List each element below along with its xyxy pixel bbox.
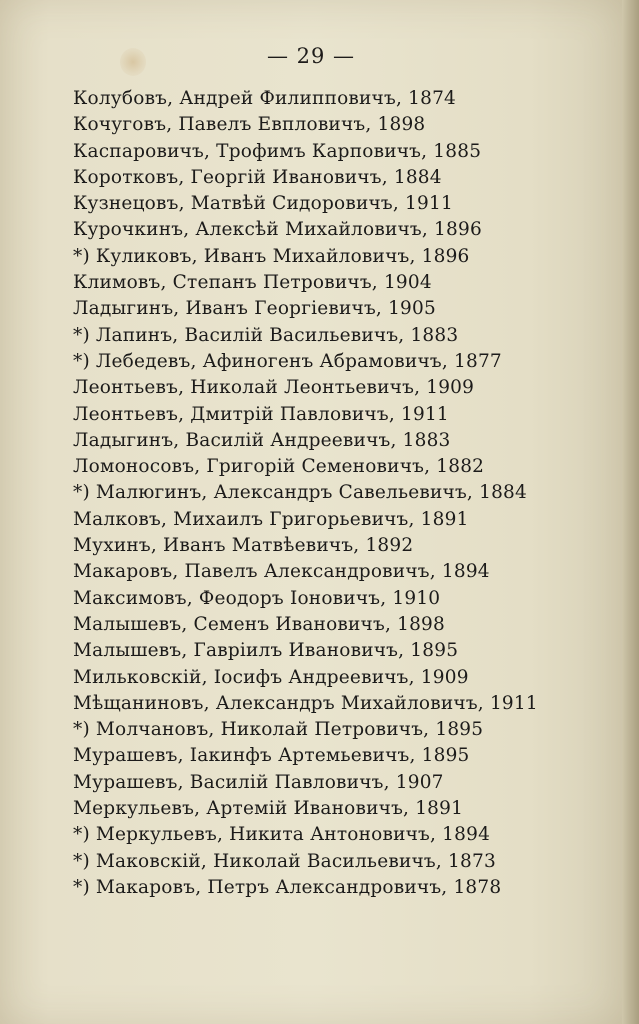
list-item — [73, 507, 538, 533]
list-item — [73, 217, 538, 243]
footnote-marker: *) — [73, 350, 90, 372]
footnote-marker: *) — [73, 482, 90, 504]
entry-text: Ладыгинъ, Василій Андреевичъ, 1883 — [73, 429, 451, 451]
page-edge — [622, 0, 639, 1024]
entry-text: Мѣщаниновъ, Александръ Михайловичъ, 1911 — [73, 692, 538, 714]
list-item — [73, 480, 538, 506]
list-item — [73, 691, 538, 717]
footnote-marker: *) — [73, 850, 90, 872]
entry-text: Малковъ, Михаилъ Григорьевичъ, 1891 — [73, 508, 469, 530]
list-item — [73, 139, 538, 165]
entry-text: Леонтьевъ, Николай Леонтьевичъ, 1909 — [73, 377, 475, 399]
list-item — [73, 638, 538, 664]
entry-text: Куликовъ, Иванъ Михайловичъ, 1896 — [95, 245, 470, 267]
entry-text: Маковскій, Николай Васильевичъ, 1873 — [95, 850, 496, 872]
entry-text: Лапинъ, Василій Васильевичъ, 1883 — [95, 324, 459, 346]
entry-text: Малышевъ, Семенъ Ивановичъ, 1898 — [73, 613, 446, 635]
list-item — [73, 717, 538, 743]
entry-text: Мильковскій, Іосифъ Андреевичъ, 1909 — [73, 666, 469, 688]
list-item — [73, 375, 538, 401]
list-item — [73, 665, 538, 691]
list-item — [73, 612, 538, 638]
list-item — [73, 875, 538, 901]
entry-text: Колубовъ, Андрей Филипповичъ, 1874 — [73, 88, 457, 109]
footnote-marker: *) — [73, 245, 90, 267]
list-item — [73, 112, 538, 138]
list-item — [73, 323, 538, 349]
list-item — [73, 559, 538, 585]
name-list — [73, 86, 538, 901]
entry-text: Меркульевъ, Артемій Ивановичъ, 1891 — [73, 798, 464, 820]
list-item — [73, 402, 538, 428]
list-item — [73, 770, 538, 796]
footnote-marker: *) — [73, 876, 90, 898]
page-number: — 29 — — [266, 44, 356, 68]
list-item — [73, 165, 538, 191]
entry-text: Максимовъ, Феодоръ Іоновичъ, 1910 — [73, 587, 441, 609]
footnote-marker: *) — [73, 824, 90, 846]
list-item — [73, 743, 538, 769]
entry-text: Лебедевъ, Афиногенъ Абрамовичъ, 1877 — [95, 350, 502, 372]
list-item — [73, 849, 538, 875]
entry-text: Малюгинъ, Александръ Савельевичъ, 1884 — [95, 482, 527, 504]
list-item — [73, 796, 538, 822]
list-item — [73, 822, 538, 848]
entry-text: Ладыгинъ, Иванъ Георгіевичъ, 1905 — [73, 298, 436, 320]
footnote-marker: *) — [73, 719, 90, 741]
list-item — [73, 270, 538, 296]
entry-text: Молчановъ, Николай Петровичъ, 1895 — [95, 719, 484, 741]
entry-text: Малышевъ, Гавріилъ Ивановичъ, 1895 — [73, 640, 459, 662]
entry-text: Кузнецовъ, Матвѣй Сидоровичъ, 1911 — [73, 193, 453, 215]
list-item — [73, 533, 538, 559]
entry-text: Коротковъ, Георгій Ивановичъ, 1884 — [73, 166, 442, 188]
entry-text: Кочуговъ, Павелъ Евпловичъ, 1898 — [73, 114, 426, 136]
entry-text: Леонтьевъ, Дмитрій Павловичъ, 1911 — [73, 403, 449, 425]
entry-text: Мухинъ, Иванъ Матвѣевичъ, 1892 — [73, 535, 414, 557]
entry-text: Мурашевъ, Іакинфъ Артемьевичъ, 1895 — [73, 745, 470, 767]
entry-text: Каспаровичъ, Трофимъ Карповичъ, 1885 — [73, 140, 482, 162]
entry-text: Климовъ, Степанъ Петровичъ, 1904 — [73, 272, 432, 294]
entry-text: Курочкинъ, Алексѣй Михайловичъ, 1896 — [73, 219, 482, 241]
list-item — [73, 586, 538, 612]
entry-text: Мурашевъ, Василій Павловичъ, 1907 — [73, 771, 444, 793]
list-item — [73, 86, 538, 112]
list-item — [73, 244, 538, 270]
list-item — [73, 349, 538, 375]
list-item — [73, 296, 538, 322]
list-item — [73, 454, 538, 480]
entry-text: Макаровъ, Павелъ Александровичъ, 1894 — [73, 561, 490, 583]
entry-text: Ломоносовъ, Григорій Семеновичъ, 1882 — [73, 456, 485, 478]
list-item — [73, 428, 538, 454]
list-item — [73, 191, 538, 217]
entry-text: Макаровъ, Петръ Александровичъ, 1878 — [95, 876, 502, 898]
footnote-marker: *) — [73, 324, 90, 346]
entry-text: Меркульевъ, Никита Антоновичъ, 1894 — [95, 824, 491, 846]
